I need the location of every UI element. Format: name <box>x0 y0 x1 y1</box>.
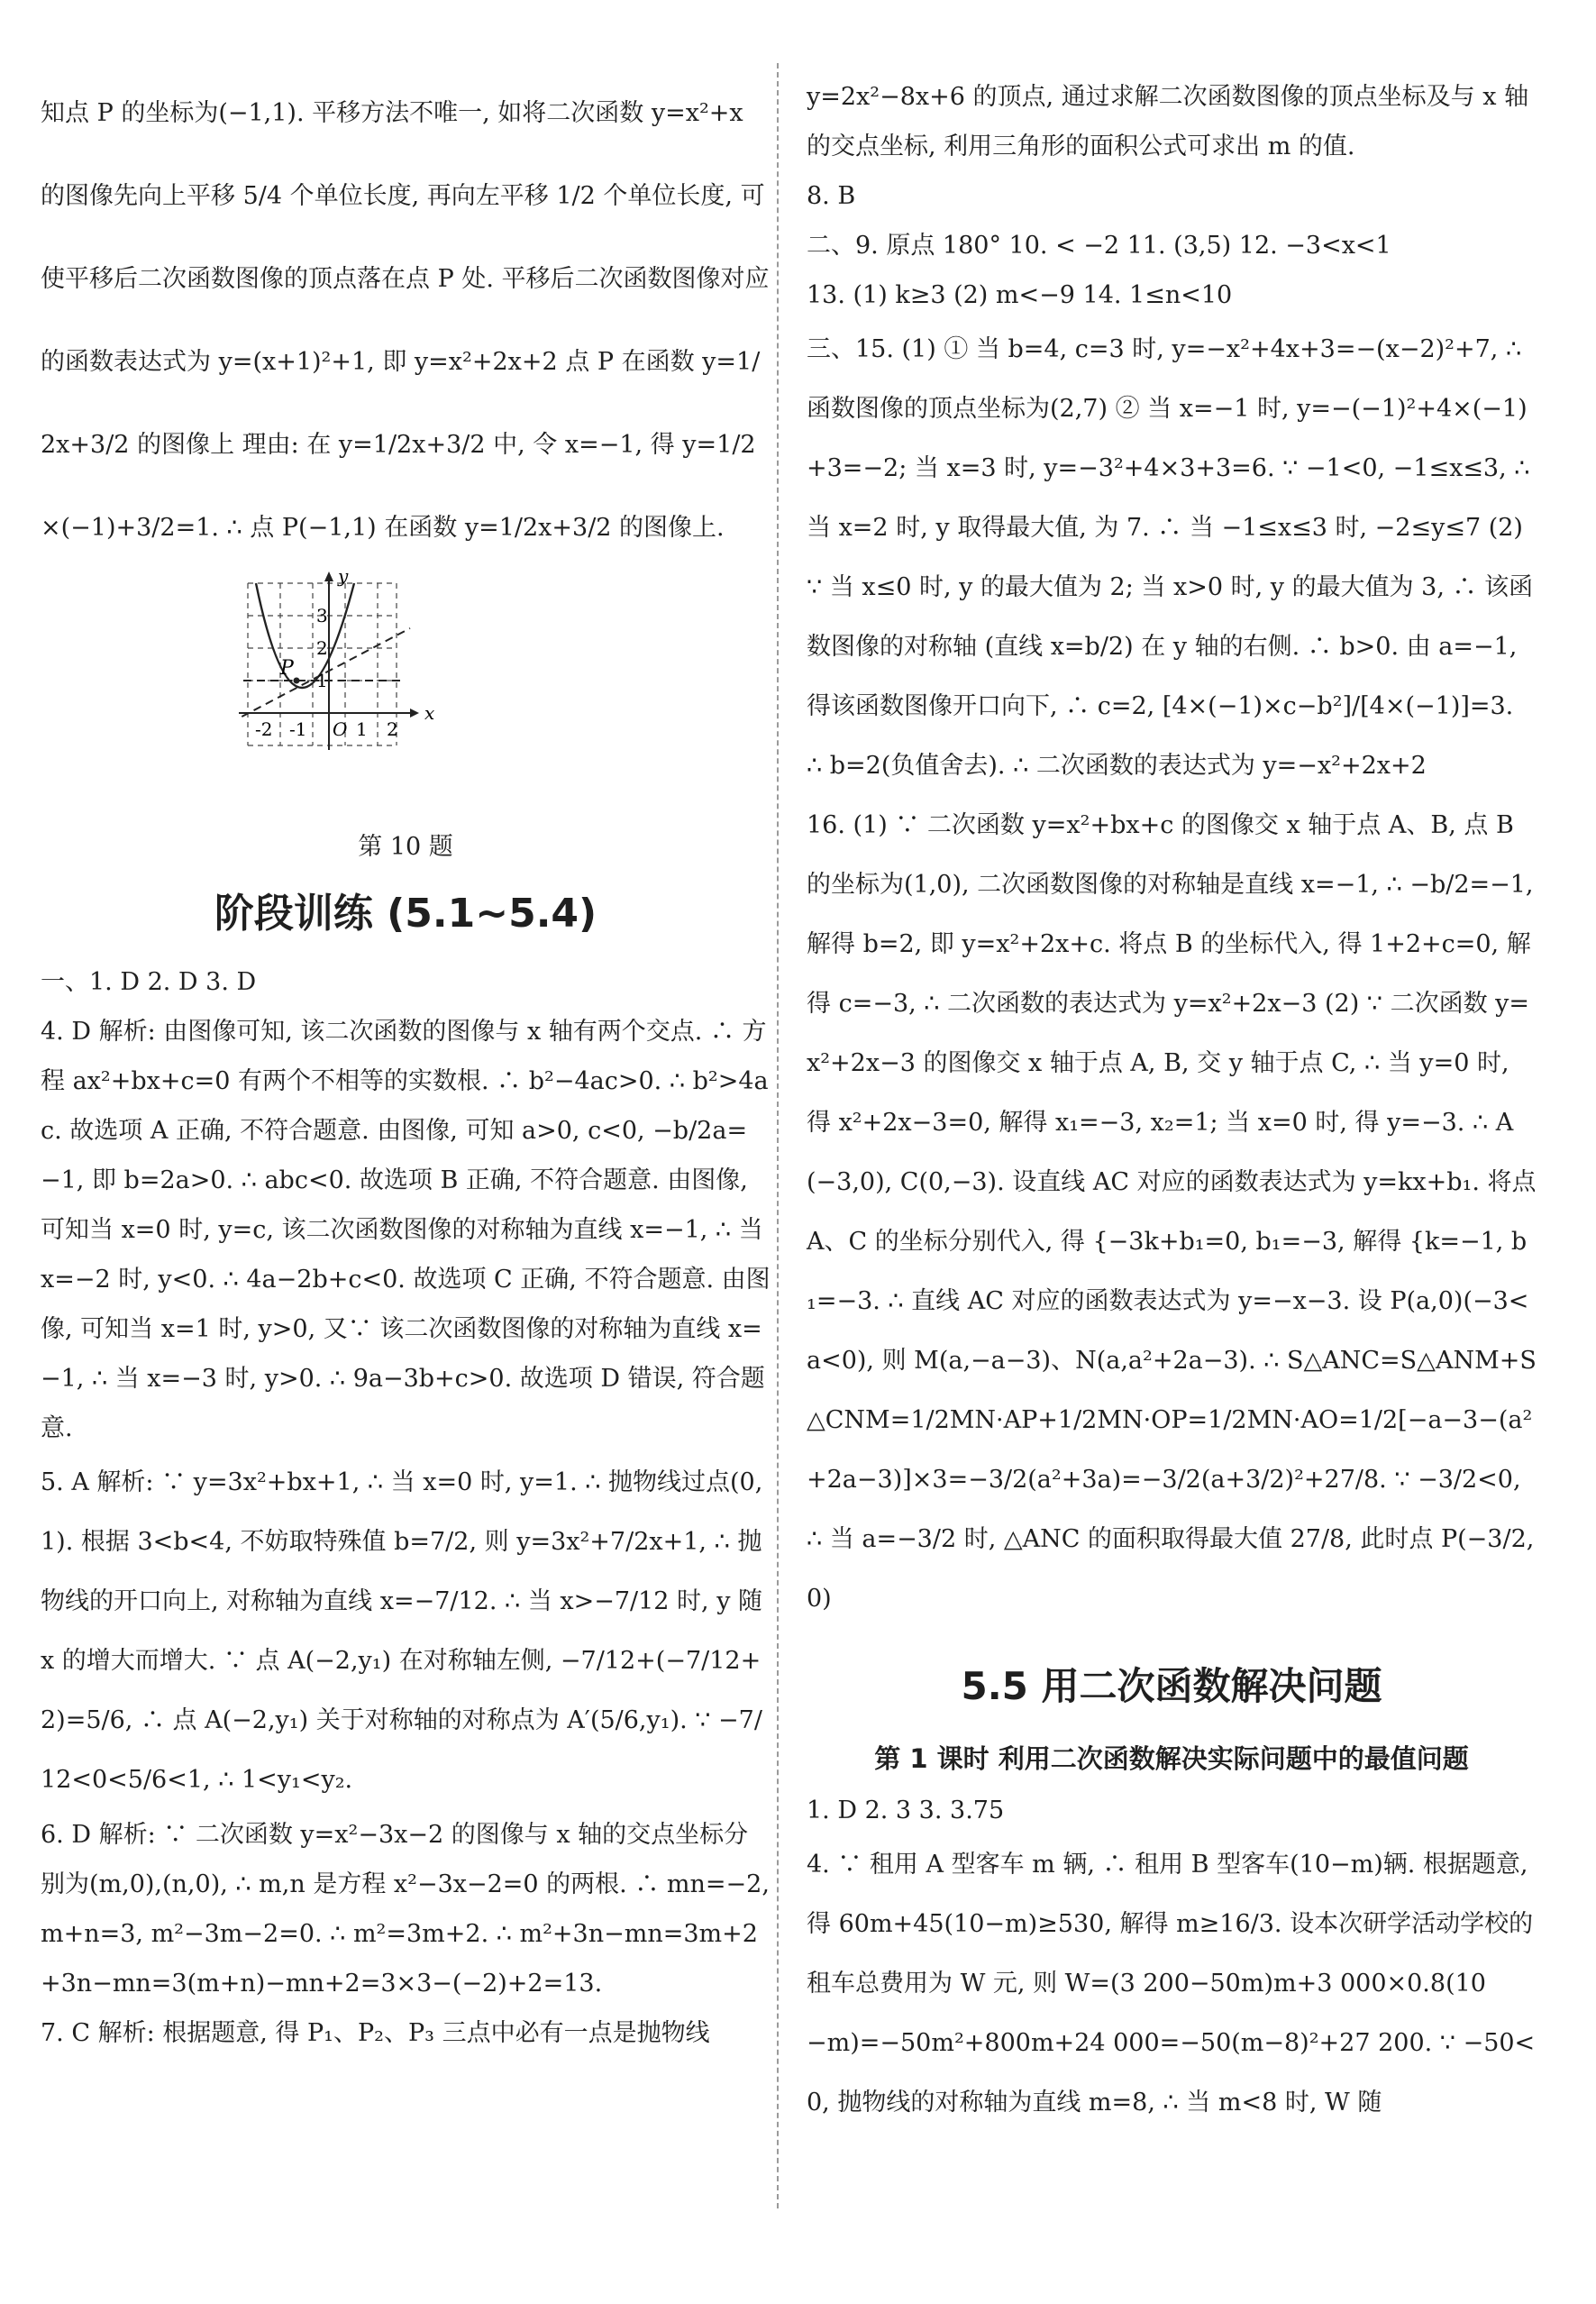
point-P-label: P <box>280 657 294 680</box>
parabola-curve <box>256 583 354 688</box>
y-tick-label: 2 <box>316 637 328 659</box>
answer-15: 三、15. (1) ① 当 b=4, c=3 时, y=−x²+4x+3=−(x−2)²+7, ∴ 函数图像的顶点坐标为(2,7) ② 当 x=−1 时, y=−(−1)²+4×(−1)+3=−2; 当 x=3 时, y=−3²+4×3+3=6. ∵ −1<0, −1≤x≤3, ∴ 当 x=2 时, y 取得最大值, 为 7. ∴ 当 −1≤x≤3 时, −2≤y≤7 (2) ∵ 当 x≤0 时, y 的最大值为 2; 当 x>0 时, y 的最大值为 3, ∴ 该函数图像的对称轴 (直线 x=b/2) 在 y 轴的右侧. ∴ b>0. 由 a=−1, 得该函数图像开口向下, ∴ c=2, [4×(−1)×c−b²]/[4×(−1)]=3. ∴ b=2(负值舍去). ∴ 二次函数的表达式为 y=−x²+2x+2 <box>807 335 1534 780</box>
answer-4: 4. D 解析: 由图像可知, 该二次函数的图像与 x 轴有两个交点. ∴ 方程 ax²+bx+c=0 有两个不相等的实数根. ∴ b²−4ac>0. ∴ b²>4ac. 故选项 A 正确, 不符合题意. 由图像, 可知 a>0, c<0, −b/2a=−1, 即 b=2a>0. ∴ abc<0. 故选项 B 正确, 不符合题意. 由图像, 可知当 x=0 时, y=c, 该二次函数图像的对称轴为直线 x=−1, ∴ 当 x=−2 时, y<0. ∴ 4a−2b+c<0. 故选项 C 正确, 不符合题意. 由图像, 可知当 x=1 时, y>0, 又∵ 该二次函数图像的对称轴为直线 x=−1, ∴ 当 x=−3 时, y>0. ∴ 9a−3b+c>0. 故选项 D 错误, 符合题意. <box>41 1018 771 1442</box>
answer-7: 7. C 解析: 根据题意, 得 P₁、P₂、P₃ 三点中必有一点是抛物线 <box>41 2019 710 2047</box>
left-column <box>41 72 771 2058</box>
y-tick-label: 3 <box>316 605 328 626</box>
column-divider <box>777 63 779 2208</box>
answer-10-continued: 知点 P 的坐标为(−1,1). 平移方法不唯一, 如将二次函数 y=x²+x 的图像先向上平移 5/4 个单位长度, 再向左平移 1/2 个单位长度, 可使平移后二次函数图像的顶点落在点 P 处. 平移后二次函数图像对应的函数表达式为 y=(x+1)²+1, 即 y=x²+2x+2 点 P 在函数 y=1/2x+3/2 的图像上 理由: 在 y=1/2x+3/2 中, 令 x=−1, 得 y=1/2×(−1)+3/2=1. ∴ 点 P(−1,1) 在函数 y=1/2x+3/2 的图像上. <box>41 99 770 542</box>
answer-5: 5. A 解析: ∵ y=3x²+bx+1, ∴ 当 x=0 时, y=1. ∴ 抛物线过点(0,1). 根据 3<b<4, 不妨取特殊值 b=7/2, 则 y=3x²+7/2x+1, ∴ 抛物线的开口向上, 对称轴为直线 x=−7/12. ∴ 当 x>−7/12 时, y 随 x 的增大而增大. ∵ 点 A(−2,y₁) 在对称轴左侧, −7/12+(−7/12+2)=5/6, ∴ 点 A(−2,y₁) 关于对称轴的对称点为 A′(5/6,y₁). ∵ −7/12<0<5/6<1, ∴ 1<y₁<y₂. <box>41 1468 763 1794</box>
answers-9-12: 二、9. 原点 180° 10. < −2 11. (3,5) 12. −3<x<1 <box>807 232 1391 260</box>
lesson-answers-1-3: 1. D 2. 3 3. 3.75 <box>807 1797 1005 1824</box>
lesson-title: 第 1 课时 利用二次函数解决实际问题中的最值问题 <box>874 1743 1469 1774</box>
answers-1-3: 一、1. D 2. D 3. D <box>41 968 257 996</box>
answer-16: 16. (1) ∵ 二次函数 y=x²+bx+c 的图像交 x 轴于点 A、B, 点 B 的坐标为(1,0), 二次函数图像的对称轴是直线 x=−1, ∴ −b/2=−1, 解得 b=2, 即 y=x²+2x+c. 将点 B 的坐标代入, 得 1+2+c=0, 解得 c=−3, ∴ 二次函数的表达式为 y=x²+2x−3 (2) ∵ 二次函数 y=x²+2x−3 的图像交 x 轴于点 A, B, 交 y 轴于点 C, ∴ 当 y=0 时, 得 x²+2x−3=0, 解得 x₁=−3, x₂=1; 当 x=0 时, 得 y=−3. ∴ A(−3,0), C(0,−3). 设直线 AC 对应的函数表达式为 y=kx+b₁. 将点 A、C 的坐标分别代入, 得 {−3k+b₁=0, b₁=−3, 解得 {k=−1, b₁=−3. ∴ 直线 AC 对应的函数表达式为 y=−x−3. 设 P(a,0)(−3<a<0), 则 M(a,−a−3)、N(a,a²+2a−3). ∴ S△ANC=S△ANM+S△CNM=1/2MN·AP+1/2MN·OP=1/2MN·AO=1/2[−a−3−(a²+2a−3)]×3=−3/2(a²+3a)=−3/2(a+3/2)²+27/8. ∵ −3/2<0, ∴ 当 a=−3/2 时, △ANC 的面积取得最大值 27/8, 此时点 P(−3/2,0) <box>807 811 1537 1613</box>
x-tick-label: -1 <box>289 718 307 740</box>
y-axis-label: y <box>338 570 349 587</box>
point-P-dot <box>294 678 300 684</box>
x-axis-label: x <box>424 702 435 724</box>
figure-caption: 第 10 题 <box>358 833 453 861</box>
y-axis-arrow-icon <box>324 571 333 581</box>
x-tick-label: 1 <box>356 718 368 740</box>
origin-label: O <box>333 718 348 740</box>
right-column <box>807 72 1537 2133</box>
lesson-answer-4: 4. ∵ 租用 A 型客车 m 辆, ∴ 租用 B 型客车(10−m)辆. 根据题意, 得 60m+45(10−m)≥530, 解得 m≥16/3. 设本次研学活动学校的租车总费用为 W 元, 则 W=(3 200−50m)m+3 000×0.8(10−m)=−50m²+800m+24 000=−50(m−8)²+27 200. ∵ −50<0, 抛物线的对称轴为直线 m=8, ∴ 当 m<8 时, W 随 <box>807 1851 1536 2117</box>
answer-6: 6. D 解析: ∵ 二次函数 y=x²−3x−2 的图像与 x 轴的交点坐标分别为(m,0),(n,0), ∴ m,n 是方程 x²−3x−2=0 的两根. ∴ mn=−2, m+n=3, m²−3m−2=0. ∴ m²=3m+2. ∴ m²+3n−mn=3m+2+3n−mn=3(m+n)−mn+2=3×3−(−2)+2=13. <box>41 1821 770 1998</box>
x-axis-arrow-icon <box>410 709 419 718</box>
figure-question-10 <box>41 570 771 867</box>
stage-title: 阶段训练 (5.1~5.4) <box>214 891 597 937</box>
answers-13-14: 13. (1) k≥3 (2) m<−9 14. 1≤n<10 <box>807 281 1233 309</box>
x-tick-label: -2 <box>255 718 273 740</box>
parabola-graph <box>239 570 473 822</box>
answer-7-continued: y=2x²−8x+6 的顶点, 通过求解二次函数图像的顶点坐标及与 x 轴的交点坐标, 利用三角形的面积公式可求出 m 的值. <box>807 83 1529 160</box>
answer-8: 8. B <box>807 182 856 210</box>
x-tick-label: 2 <box>387 718 398 740</box>
section-title: 5.5 用二次函数解决问题 <box>961 1664 1382 1708</box>
y-tick-label: 1 <box>316 670 328 691</box>
